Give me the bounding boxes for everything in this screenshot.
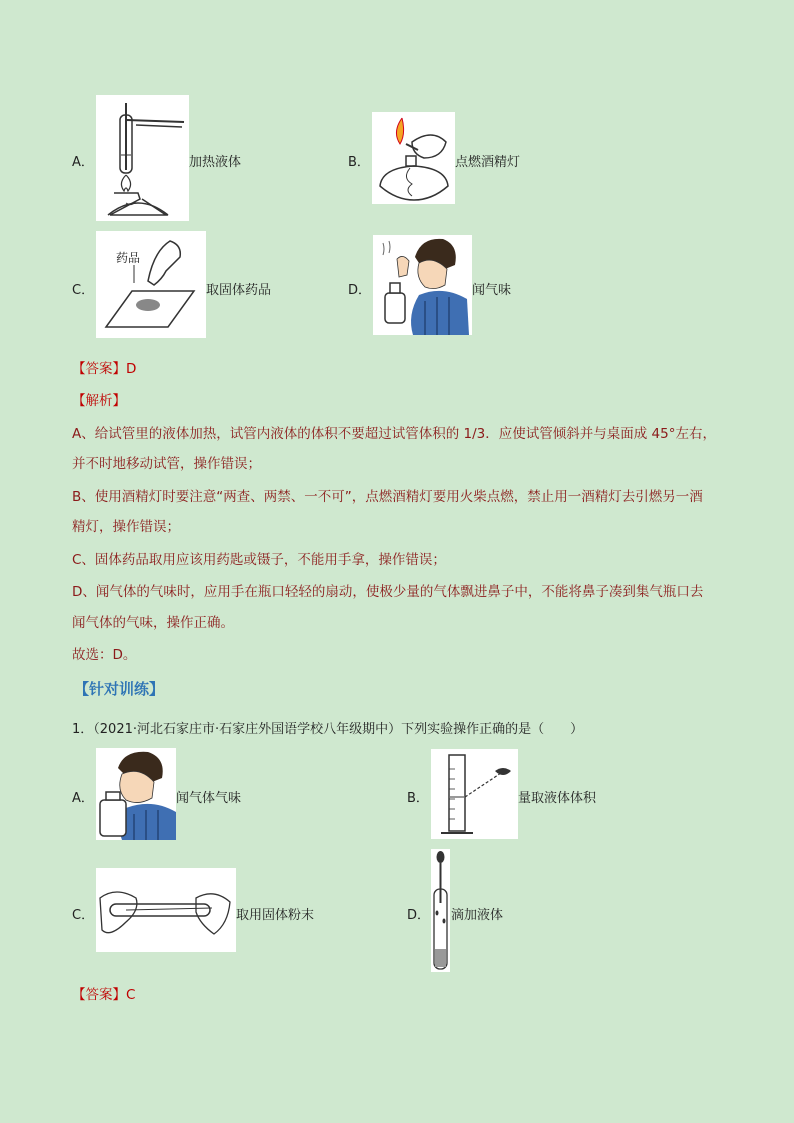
adding-powder-illustration <box>96 868 236 952</box>
analysis-line: 并不时地移动试管，操作错误； <box>72 456 261 472</box>
analysis-line: C、固体药品取用应该用药匙或镊子，不能用手拿，操作错误； <box>72 552 446 568</box>
training-answer-line <box>72 983 135 1003</box>
analysis-line: A、给试管里的液体加热，试管内液体的体积不要超过试管体积的 1/3．应使试管倾斜并与桌面成 45°左右， <box>72 426 716 442</box>
answer-label: 【答案】 <box>72 361 126 377</box>
reagent-label: 药品 <box>116 251 141 265</box>
training-heading: 【针对训练】 <box>74 680 165 698</box>
option-d-text: 闻气味 <box>472 283 512 298</box>
option-c-letter: C． <box>72 283 95 298</box>
heating-liquid-illustration <box>96 95 189 221</box>
analysis-line: D、闻气体的气味时，应用手在瓶口轻轻的扇动，使极少量的气体飘进鼻子中，不能将鼻子凑到集气瓶口去 <box>72 584 704 600</box>
smelling-gas-illustration <box>96 748 176 840</box>
option-d-letter: D． <box>407 908 431 923</box>
option-b-text: 点燃酒精灯 <box>455 155 521 170</box>
option-a-letter: A． <box>72 791 94 806</box>
smelling-gas-illustration <box>373 235 472 335</box>
lighting-alcohol-lamp-illustration <box>372 112 455 204</box>
analysis-line: 精灯，操作错误； <box>72 519 180 535</box>
option-d-text: 滴加液体 <box>451 908 504 923</box>
option-a-text: 闻气体气味 <box>176 791 242 806</box>
answer-label: 【答案】 <box>72 987 126 1003</box>
analysis-line: B、使用酒精灯时要注意“两查、两禁、一不可”，点燃酒精灯要用火柴点燃，禁止用一酒精灯去引燃另一酒 <box>72 489 703 505</box>
answer-value: D <box>126 361 137 377</box>
analysis-line: 闻气体的气味，操作正确。 <box>72 615 234 631</box>
option-a-text: 加热液体 <box>189 155 242 170</box>
question-stem: 1．（2021·河北石家庄市·石家庄外国语学校八年级期中）下列实验操作正确的是（ ） <box>72 722 584 737</box>
option-b-letter: B． <box>348 155 370 170</box>
measuring-cylinder-illustration <box>431 749 518 839</box>
dropper-illustration <box>431 849 450 972</box>
option-c-text: 取用固体粉末 <box>236 908 315 923</box>
option-c-letter: C． <box>72 908 95 923</box>
option-a-letter: A． <box>72 155 94 170</box>
conclusion: 故选：D。 <box>72 647 137 663</box>
analysis-label: 【解析】 <box>72 393 126 409</box>
answer-value: C <box>126 987 136 1003</box>
option-d-letter: D． <box>348 283 372 298</box>
answer-line <box>72 357 136 377</box>
option-b-letter: B． <box>407 791 429 806</box>
option-c-text: 取固体药品 <box>206 283 272 298</box>
taking-solid-reagent-illustration <box>96 231 206 338</box>
option-b-text: 量取液体体积 <box>518 791 597 806</box>
